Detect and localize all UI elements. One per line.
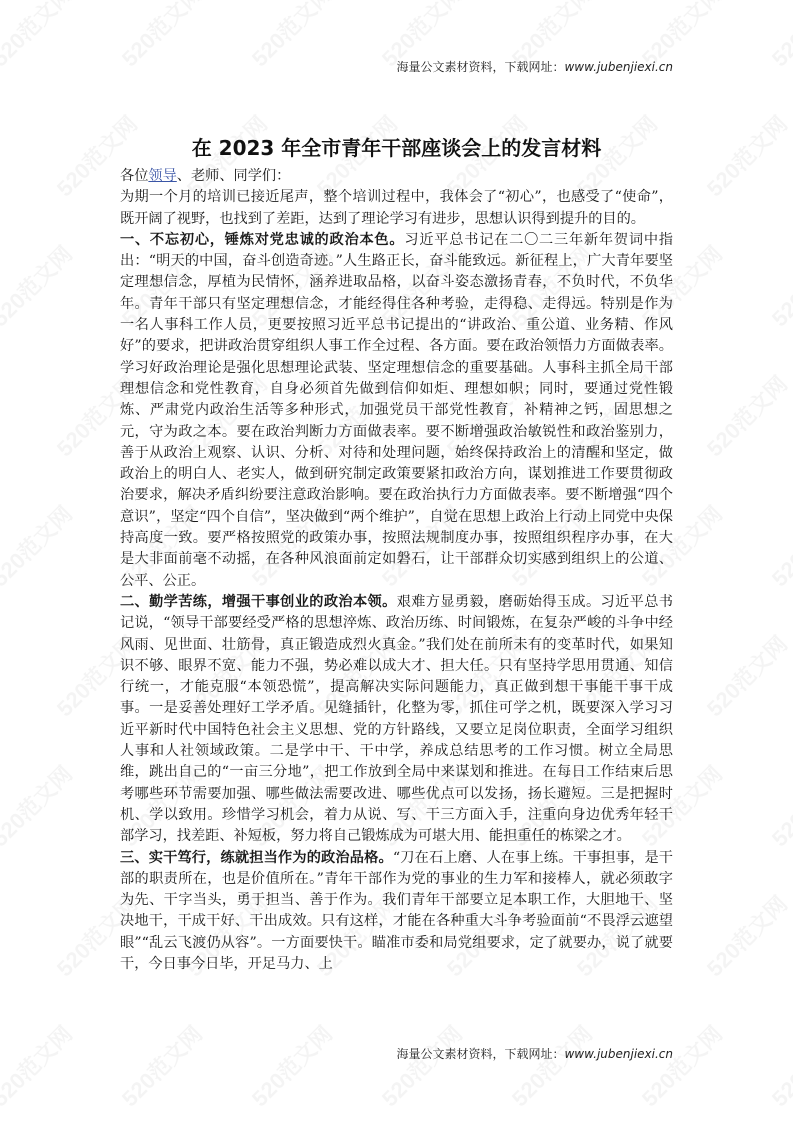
section-heading: 三、实干笃行，练就担当作为的政治品格。 [120, 849, 393, 866]
watermark-tile [699, 368, 793, 463]
salutation-link[interactable]: 领导 [148, 168, 177, 184]
watermark-tile [634, 1018, 729, 1113]
footer-source-text: 海量公文素材资料，下载网址： [396, 1047, 565, 1061]
header-source-text: 海量公文素材资料，下载网址： [396, 60, 565, 74]
document-body [120, 166, 673, 975]
watermark-tile [699, 628, 793, 723]
intro-paragraph: 为期一个月的培训已接近尾声，整个培训过程中，我体会了“初心”，也感受了“使命”，既开阔了视野，也找到了差距，达到了理论学习有进步，思想认识得到提升的目的。 [120, 189, 673, 227]
watermark-tile [0, 758, 79, 853]
section-body: 习近平总书记在二〇二三年新年贺词中指出：“明天的中国，奋斗创造奇迹。”人生路正长，奋斗能致远。新征程上，广大青年要坚定理想信念，厚植为民情怀，涵养进取品格，以奋斗姿态激扬青春，不负时代，不负华年。青年干部只有坚定理想信念，才能经得住各种考验，走得稳、走得远。特别是作为一名人事科工作人员，更要按照习近平总书记提出的“讲政治、重公道、业务精、作风好”的要求，把讲政治贯穿组织人事工作全过程、各方面。要在政治领悟力方面做表率。学习好政治理论是强化思想理论武装、坚定理想信念的重要基础。人事科主抓全局干部理想信念和党性教育，自身必须首先做到信仰如炬、理想如帜；同时，要通过党性锻炼、严肃党内政治生活等多种形式，加强党员干部党性教育，补精神之钙，固思想之元，守为政之本。要在政治判断力方面做表率。要不断增强政治敏锐性和政治鉴别力，善于从政治上观察、认识、分析、对待和处理问题，始终保持政治上的清醒和坚定，做政治上的明白人、老实人，做到研究制定政策要紧扣政治方向，谋划推进工作要贯彻政治要求，解决矛盾纠纷要注意政治影响。要在政治执行力方面做表率。要不断增强“四个意识”，坚定“四个自信”，坚决做到“两个维护”，自觉在思想上政治上行动上同党中央保持高度一致。要严格按照党的政策办事，按照法规制度办事，按照组织程序办事，在大是大非面前毫不动摇，在各种风浪面前定如磐石，让干部群众切实感到组织上的公道、公平、公正。 [120, 231, 673, 589]
section-heading: 二、勤学苦练，增强干事创业的政治本领。 [120, 593, 397, 610]
page-header [396, 58, 673, 75]
watermark-tile [504, 1018, 599, 1113]
watermark-tile [374, 1018, 469, 1113]
section-paragraph [120, 592, 673, 848]
watermark-tile [0, 498, 79, 593]
watermark-tile [244, 0, 339, 73]
watermark-tile [0, 1018, 79, 1113]
page-footer [396, 1045, 673, 1062]
document-title: 在 2023 年全市青年干部座谈会上的发言材料 [191, 136, 602, 160]
salutation-pre: 各位 [120, 168, 149, 184]
section-paragraph [120, 230, 673, 592]
salutation-post: 、老师、同学们： [176, 168, 291, 184]
watermark-tile [0, 238, 79, 333]
watermark-tile [764, 498, 793, 593]
watermark-tile [114, 1018, 209, 1113]
section-heading: 一、不忘初心，锤炼对党忠诚的政治本色。 [120, 231, 405, 248]
watermark-tile [764, 0, 793, 73]
watermark-tile [114, 0, 209, 73]
section-body: 艰难方显勇毅，磨砺始得玉成。习近平总书记说，“领导干部要经受严格的思想淬炼、政治历练、时间锻炼，在复杂严峻的斗争中经风雨、见世面、壮筋骨，真正锻造成烈火真金。”我们处在前所未有的变革时代，如果知识不够、眼界不宽、能力不强，势必难以成大才、担大任。只有坚持学思用贯通、知信行统一，才能克服“本领恐慌”，提高解决实际问题能力，真正做到想干事能干事干成事。一是妥善处理好工学矛盾。见缝插针，化整为零，抓住可学之机，既要深入学习习近平新时代中国特色社会主义思想、党的方针路线，又要立足岗位职责，全面学习组织人事和人社领域政策。二是学中干、干中学，养成总结思考的工作习惯。树立全局思维，跳出自己的“一亩三分地”，把工作放到全局中来谋划和推进。在每日工作结束后思考哪些环节需要加强、哪些做法需要改进、哪些优点可以发扬，扬长避短。三是把握时机、学以致用。珍惜学习机会，着力从说、写、干三方面入手，注重向身边优秀年轻干部学习，找差距、补短板，努力将自己锻炼成为可堪大用、能担重任的栋梁之才。 [120, 593, 673, 845]
watermark-tile [764, 758, 793, 853]
footer-url[interactable]: www.jubenjiexi.cn [564, 1047, 673, 1061]
header-url[interactable]: www.jubenjiexi.cn [564, 60, 673, 74]
watermark-tile [244, 1018, 339, 1113]
watermark-tile [764, 238, 793, 333]
watermark-tile [764, 1018, 793, 1113]
section-body: “刀在石上磨、人在事上练。干事担事，是干部的职责所在，也是价值所在。”青年干部作为党的事业的生力军和接棒人，就必须敢字为先、干字当头，勇于担当、善于作为。我们青年干部要立足本职工作，大胆地干、坚决地干，干成干好、干出成效。只有这样，才能在各种重大斗争考验面前“不畏浮云遮望眼”“乱云飞渡仍从容”。一方面要快干。瞄准市委和局党组要求，定了就要办，说了就要干，今日事今日毕，开足马力、上 [120, 849, 673, 972]
watermark-tile [699, 888, 793, 983]
section-paragraph [120, 848, 673, 976]
salutation [120, 166, 673, 187]
watermark-tile [0, 0, 79, 73]
